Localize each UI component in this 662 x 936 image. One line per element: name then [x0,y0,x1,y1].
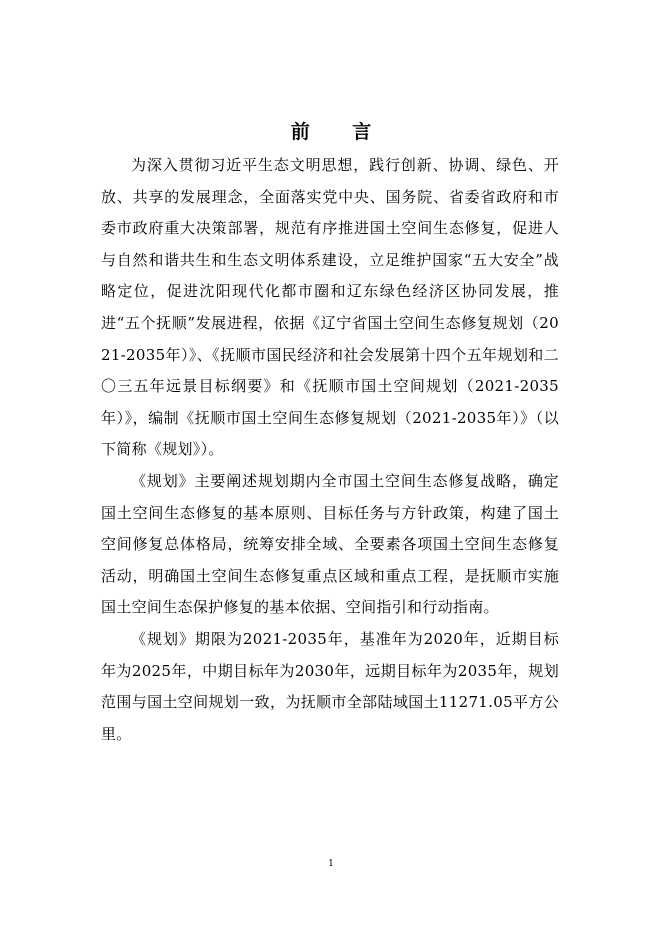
paragraph-intro: 为深入贯彻习近平生态文明思想，践行创新、协调、绿色、开放、共享的发展理念，全面落实党中央、国务院、省委省政府和市委市政府重大决策部署，规范有序推进国土空间生态修复，促进人与自然和谐共生和生态文明体系建设，立足维护国家“五大安全”战略定位，促进沈阳现代化都市圈和辽东绿色经济区协同发展，推进“五个抚顺”发展进程，依据《辽宁省国土空间生态修复规划（2021-2035年）》、《抚顺市国民经济和社会发展第十四个五年规划和二〇三五年远景目标纲要》和《抚顺市国土空间规划（2021-2035年）》，编制《抚顺市国土空间生态修复规划（2021-2035年）》（以下简称《规划》）。 [101,156,559,459]
paragraph-period: 《规划》期限为2021-2035年，基准年为2020年，近期目标年为2025年，中期目标年为2030年，远期目标年为2035年，规划范围与国土空间规划一致，为抚顺市全部陆域国土11271.05平方公里。 [101,629,559,743]
page-title: 前 言 [290,120,390,143]
paragraph-content: 《规划》主要阐述规划期内全市国土空间生态修复战略，确定国土空间生态修复的基本原则、目标任务与方针政策，构建了国土空间修复总体格局，统筹安排全域、全要素各项国土空间生态修复活动，明确国土空间生态修复重点区域和重点工程，是抚顺市实施国土空间生态保护修复的基本依据、空间指引和行动指南。 [101,471,559,617]
document-body [101,150,559,750]
page-number: 1 [328,859,334,869]
